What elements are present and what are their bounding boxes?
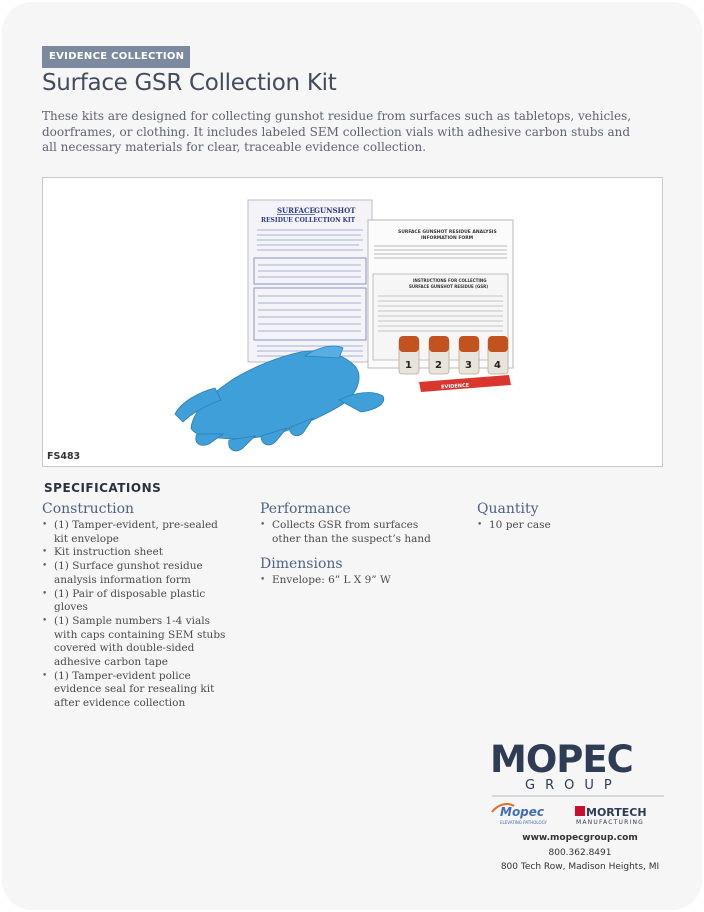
spec-sheet-page [2,2,702,910]
list-item: • (1) Pair of disposable plastic gloves [42,588,232,615]
contact-info [482,831,678,875]
brand-main: MOPEC [490,738,633,781]
form-title-2: INFORMATION FORM [421,236,474,241]
sub-brand-mortech: MORTECH [586,806,647,819]
vial-3-number: 3 [465,360,472,371]
construction-title: Construction [42,501,135,517]
page-title: Surface GSR Collection Kit [42,70,337,96]
envelope-title-2: RESIDUE COLLECTION KIT [261,217,356,224]
vial-1-number: 1 [405,360,412,371]
category-tag: EVIDENCE COLLECTION [42,46,190,68]
envelope-title-1b: GUNSHOT [314,206,356,215]
evidence-seal [419,375,511,392]
list-item: • (1) Tamper-evident police evidence seal for resealing kit after evidence collection [42,670,232,711]
specifications-heading: SPECIFICATIONS [44,481,162,495]
product-code: FS483 [47,451,81,462]
phone-number: 800.362.8491 [548,847,612,858]
vial-4-number: 4 [494,360,501,371]
sub-brand-mopec-tag: ELEVATING PATHOLOGY [500,820,547,825]
vial-4 [488,336,508,374]
list-item: • Collects GSR from surfaces other than the suspect’s hand [260,519,450,546]
construction-list [42,519,232,711]
intro-paragraph: These kits are designed for collecting gunshot residue from surfaces such as tabletops, vehicles, doorframes, or clothing. It includes labeled SEM collection vials with adhesive carbon stubs and all necessary materials for clear, traceable evidence collection. [42,109,632,154]
list-item: • (1) Sample numbers 1-4 vials with caps containing SEM stubs covered with double-sided adhesive carbon tape [42,615,232,670]
list-item: • 10 per case [477,519,667,533]
list-item: • Envelope: 6” L X 9” W [260,574,450,588]
product-photo [42,177,663,467]
sub-brand-mopec: Mopec [500,805,545,819]
product-illustration [43,178,662,466]
website-link[interactable]: www.mopecgroup.com [522,833,638,843]
list-item: • (1) Surface gunshot residue analysis information form [42,560,232,587]
quantity-title: Quantity [477,501,539,517]
performance-column [260,501,450,588]
brand-sub: GROUP [525,778,622,793]
performance-list [260,519,450,546]
sub-brand-mortech-tag: MANUFACTURING [576,819,644,826]
vial-2-number: 2 [435,360,442,371]
form-title-1: SURFACE GUNSHOT RESIDUE ANALYSIS [398,230,497,235]
quantity-list [477,519,667,533]
vial-1 [399,336,419,374]
instr-title-1: INSTRUCTIONS FOR COLLECTING [413,278,487,283]
vial-2 [429,336,449,374]
dimensions-list [260,574,450,588]
kit-envelope [248,200,372,362]
seal-text: EVIDENCE [440,382,470,391]
mopec-group-logo [488,736,668,830]
vial-3 [459,336,479,374]
list-item: • Kit instruction sheet [42,546,232,560]
list-item: • (1) Tamper-evident, pre-sealed kit envelope [42,519,232,546]
performance-title: Performance [260,501,351,517]
dimensions-title: Dimensions [260,556,343,573]
construction-column [42,501,232,711]
quantity-column [477,501,667,533]
envelope-title-1: SURFACE [277,206,315,215]
instr-title-2: SURFACE GUNSHOT RESIDUE (GSR) [409,284,489,289]
address: 800 Tech Row, Madison Heights, MI [500,862,660,872]
